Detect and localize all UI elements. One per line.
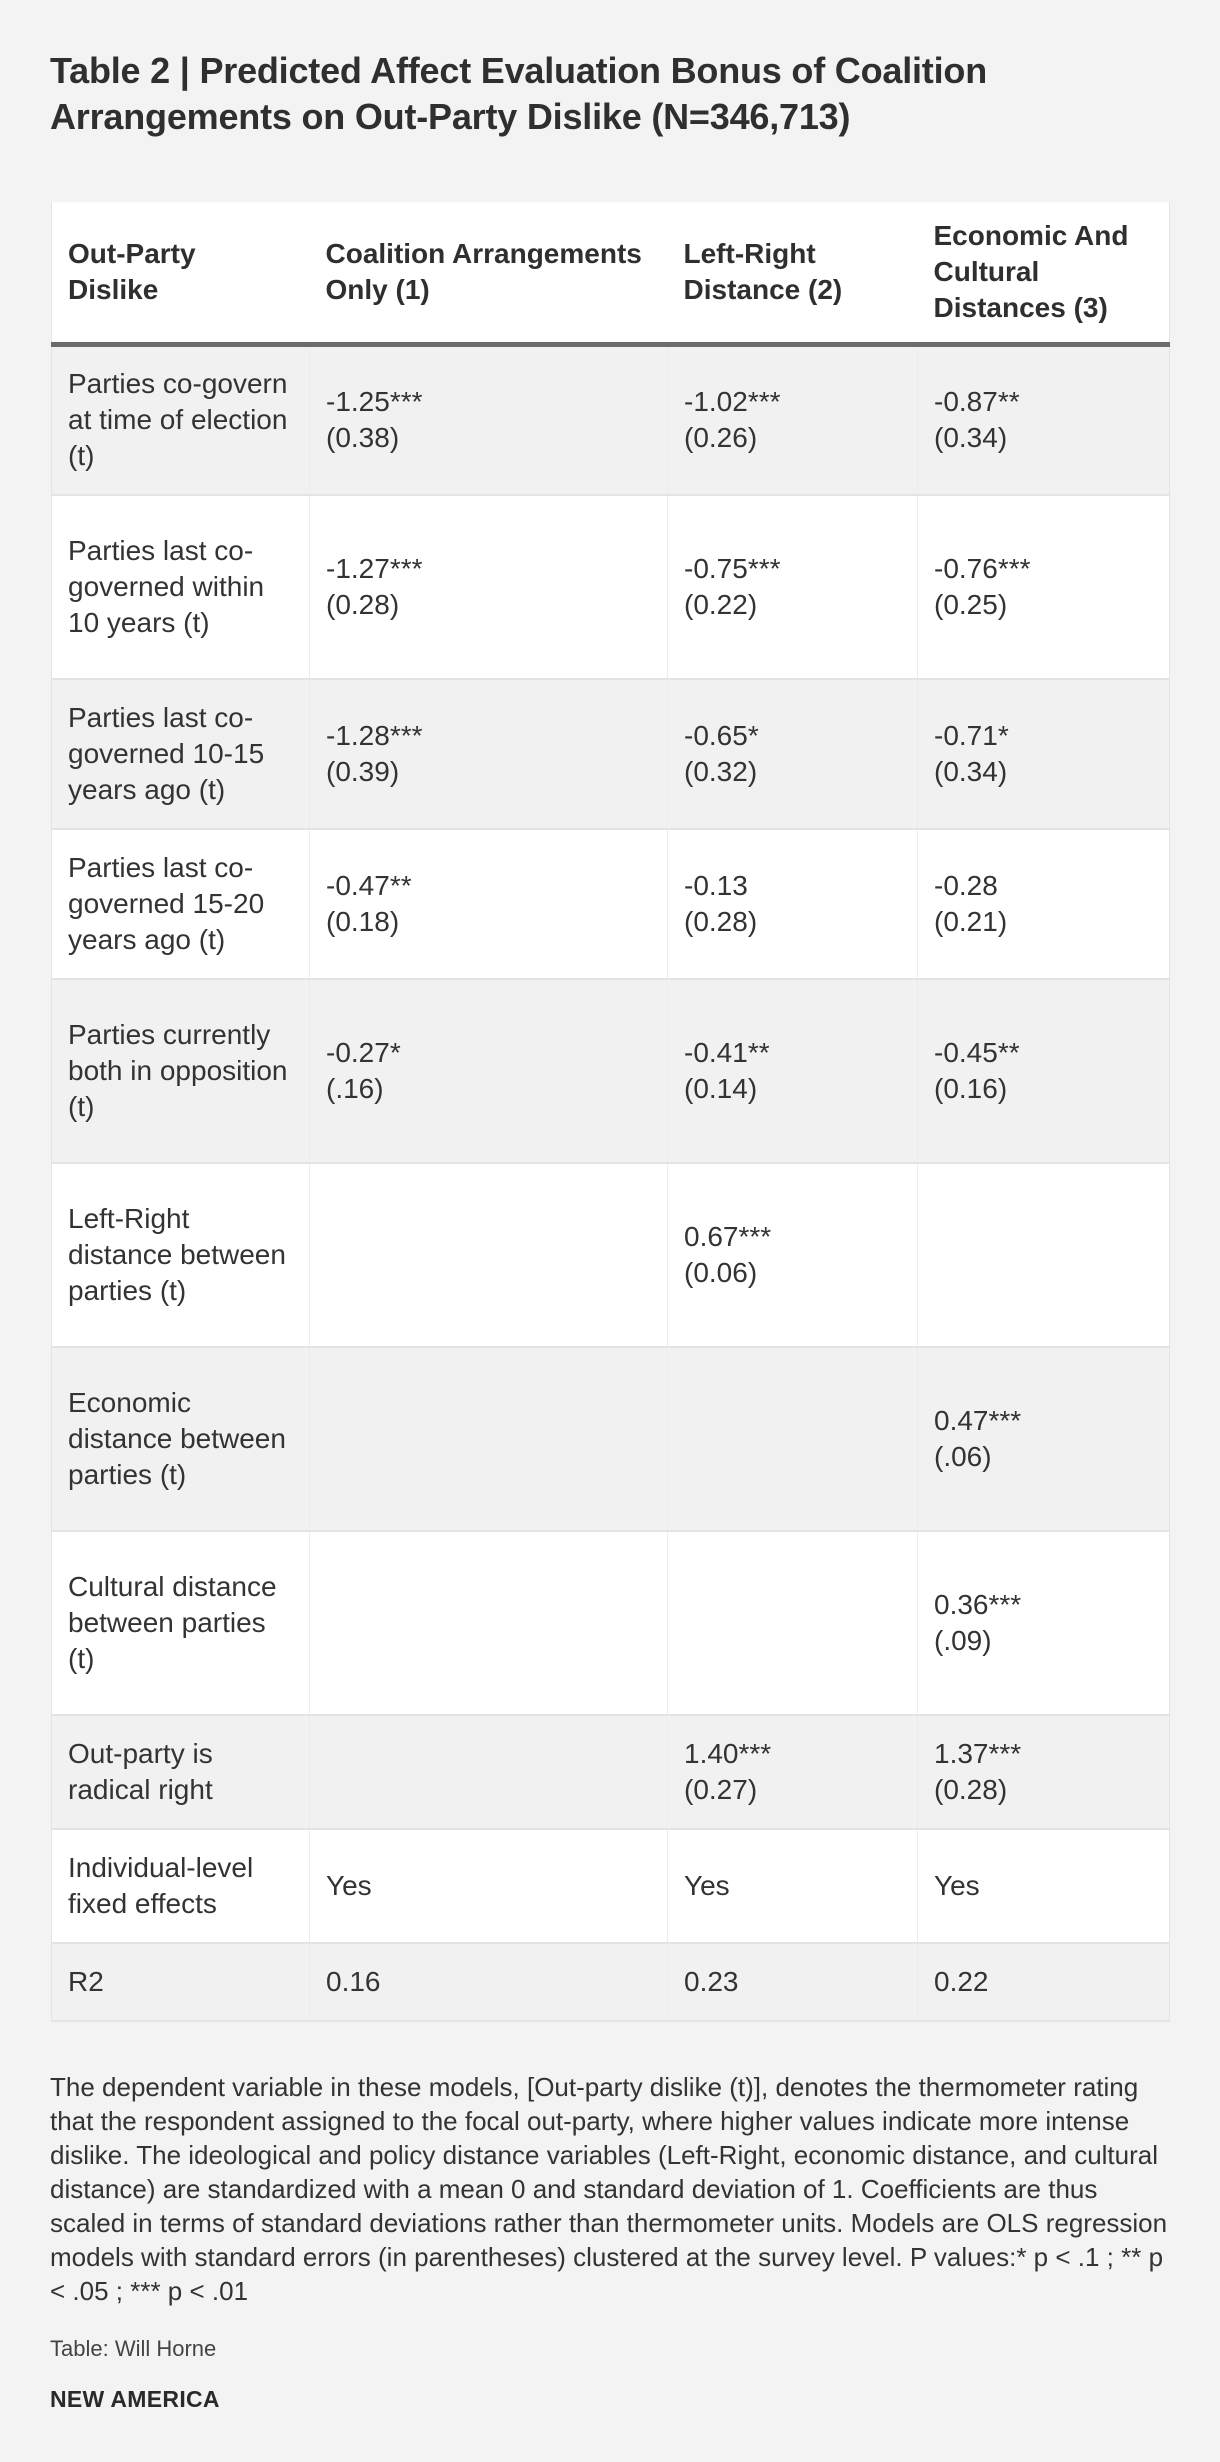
row-label: Parties last co-governed within 10 years (t) [52,495,310,679]
coefficient-value: -0.75*** [684,552,781,584]
table-cell [310,1829,668,1943]
table-note: The dependent variable in these models, [Out-party dislike (t)], denotes the thermometer rating that the respondent assigned to the focal out-party, where higher values indicate more intense dislike. The ideological and policy distance variables (Left-Right, economic distance, and cultural distance) are standardized with a mean 0 and standard deviation of 1. Coefficients are thus scaled in terms of standard deviations rather than thermometer units. Models are OLS regression models with standard errors (in parentheses) clustered at the survey level. P values:* p < .1 ; ** p < .05 ; *** p < .01 [50,2072,1168,2306]
table-cell [918,1163,1170,1347]
standard-error-value: (0.32) [684,755,758,787]
standard-error-value: (0.28) [934,1773,1008,1805]
column-header: Out-Party Dislike [52,202,310,345]
standard-error-value: (0.26) [684,422,758,454]
coefficient-value: 0.16 [326,1965,381,1997]
coefficient-value: -0.41** [684,1036,770,1068]
table-cell [310,1715,668,1829]
standard-error-value: (0.28) [326,588,400,620]
table-cell [668,679,918,829]
table-row [52,1347,1170,1531]
coefficient-value: -1.25*** [326,386,423,418]
table-cell [918,1531,1170,1715]
standard-error-value: (0.18) [326,905,400,937]
coefficient-value: Yes [684,1869,730,1901]
row-label: Parties currently both in opposition (t) [52,979,310,1163]
table-cell [668,979,918,1163]
coefficient-value: -1.28*** [326,719,423,751]
table-body [52,345,1170,2021]
column-header: Economic And Cultural Distances (3) [918,202,1170,345]
standard-error-value: (.16) [326,1072,384,1104]
table-cell [918,1715,1170,1829]
row-label: Parties last co-governed 15-20 years ago (t) [52,829,310,979]
coefficient-value: 1.40*** [684,1737,772,1769]
row-label: R2 [52,1943,310,2021]
table-cell [310,495,668,679]
column-header: Left-Right Distance (2) [668,202,918,345]
coefficient-value: -0.27* [326,1036,401,1068]
standard-error-value: (0.39) [326,755,400,787]
table-row [52,1715,1170,1829]
table-cell [310,1347,668,1531]
table-cell [918,495,1170,679]
table-cell [668,829,918,979]
row-label: Cultural distance between parties (t) [52,1531,310,1715]
coefficient-value: 1.37*** [934,1737,1022,1769]
table-cell [668,1829,918,1943]
table-cell [668,1715,918,1829]
coefficient-value: -0.47** [326,869,412,901]
standard-error-value: (0.27) [684,1773,758,1805]
standard-error-value: (0.22) [684,588,758,620]
coefficient-value: 0.36*** [934,1588,1022,1620]
table-cell [918,345,1170,495]
coefficient-value: Yes [326,1869,372,1901]
row-label: Parties co-govern at time of election (t) [52,345,310,495]
table-cell [668,1347,918,1531]
coefficient-value: -0.28 [934,869,998,901]
table-cell [918,1829,1170,1943]
table-cell [310,1943,668,2021]
coefficient-value: -1.02*** [684,386,781,418]
table-row [52,1829,1170,1943]
table-row [52,495,1170,679]
standard-error-value: (.06) [934,1440,992,1472]
table-cell [918,679,1170,829]
coefficient-value: 0.67*** [684,1220,772,1252]
table-row [52,679,1170,829]
row-label: Out-party is radical right [52,1715,310,1829]
table-cell [310,345,668,495]
regression-table [51,202,1170,2022]
table-cell [918,829,1170,979]
coefficient-value: -0.65* [684,719,759,751]
coefficient-value: -0.71* [934,719,1009,751]
table-row [52,979,1170,1163]
standard-error-value: (.09) [934,1624,992,1656]
table-title: Table 2 | Predicted Affect Evaluation Bonus of Coalition Arrangements on Out-Party Dislike (N=346,713) [50,50,987,137]
standard-error-value: (0.25) [934,588,1008,620]
standard-error-value: (0.28) [684,905,758,937]
coefficient-value: -0.45** [934,1036,1020,1068]
brand-logo: NEW AMERICA [50,2386,220,2412]
table-cell [668,1531,918,1715]
table-row [52,1943,1170,2021]
standard-error-value: (0.06) [684,1256,758,1288]
standard-error-value: (0.34) [934,755,1008,787]
standard-error-value: (0.34) [934,422,1008,454]
table-source: Table: Will Horne [50,2336,217,2361]
coefficient-value: -0.87** [934,386,1020,418]
table-cell [668,1943,918,2021]
coefficient-value: -0.13 [684,869,748,901]
row-label: Individual-level fixed effects [52,1829,310,1943]
table-cell [918,1943,1170,2021]
table-cell [310,679,668,829]
table-cell [668,1163,918,1347]
coefficient-value: -0.76*** [934,552,1031,584]
table-header-row [52,202,1170,345]
coefficient-value: 0.47*** [934,1404,1022,1436]
table-row [52,829,1170,979]
coefficient-value: 0.22 [934,1965,989,1997]
table-cell [918,1347,1170,1531]
table-cell [310,829,668,979]
table-row [52,1163,1170,1347]
standard-error-value: (0.21) [934,905,1008,937]
table-cell [668,345,918,495]
standard-error-value: (0.16) [934,1072,1008,1104]
table-row [52,345,1170,495]
table-cell [310,1531,668,1715]
standard-error-value: (0.38) [326,422,400,454]
row-label: Parties last co-governed 10-15 years ago (t) [52,679,310,829]
coefficient-value: 0.23 [684,1965,739,1997]
standard-error-value: (0.14) [684,1072,758,1104]
table-cell [668,495,918,679]
table-row [52,1531,1170,1715]
coefficient-value: -1.27*** [326,552,423,584]
column-header: Coalition Arrangements Only (1) [310,202,668,345]
row-label: Economic distance between parties (t) [52,1347,310,1531]
table-cell [310,1163,668,1347]
table-cell [310,979,668,1163]
row-label: Left-Right distance between parties (t) [52,1163,310,1347]
table-cell [918,979,1170,1163]
coefficient-value: Yes [934,1869,980,1901]
